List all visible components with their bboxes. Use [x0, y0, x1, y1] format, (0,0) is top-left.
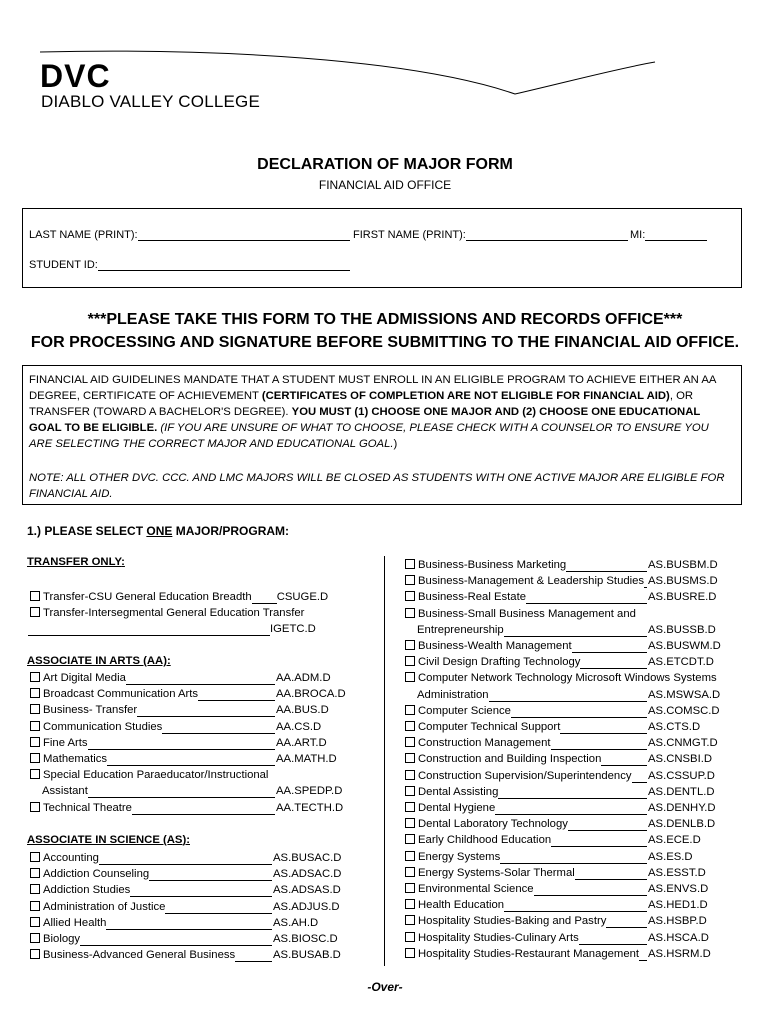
major-name: Broadcast Communication Arts — [43, 688, 199, 701]
major-option[interactable] — [405, 639, 647, 653]
checkbox[interactable] — [30, 949, 40, 959]
major-option[interactable] — [30, 932, 272, 946]
major-code: AS.HSBP.D — [648, 915, 707, 928]
fill-line — [106, 919, 272, 930]
mi-field[interactable] — [630, 229, 707, 241]
major-option[interactable] — [405, 785, 647, 799]
logo-swoosh — [30, 40, 670, 100]
fill-line — [511, 707, 647, 718]
major-option[interactable] — [405, 850, 647, 864]
major-code: AS.CTS.D — [648, 721, 701, 733]
checkbox[interactable] — [405, 608, 415, 618]
major-name: Hospitality Studies-Culinary Arts — [418, 931, 579, 944]
logo-college-name: DIABLO VALLEY COLLEGE — [41, 92, 261, 111]
checkbox[interactable] — [30, 917, 40, 927]
major-name: Addiction Studies — [43, 884, 131, 897]
transfer-header-text: TRANSFER ONLY — [27, 556, 122, 568]
fill-line — [88, 787, 275, 798]
fill-line — [526, 593, 647, 604]
major-code: AS.ADSAC.D — [273, 868, 342, 881]
major-code: AS.ADJUS.D — [273, 900, 340, 913]
major-code: AS.CSSUP.D — [648, 769, 715, 782]
major-option[interactable] — [405, 898, 647, 912]
fill-line — [566, 561, 647, 572]
major-option[interactable] — [30, 883, 272, 897]
major-name: Computer Science — [418, 704, 511, 717]
major-code: AA.MATH.D — [276, 753, 337, 765]
checkbox[interactable] — [405, 818, 415, 828]
guidelines-text-f: ) — [393, 438, 398, 450]
major-option[interactable] — [405, 817, 647, 831]
major-name: Hospitality Studies-Restaurant Management — [418, 947, 640, 960]
checkbox[interactable] — [30, 802, 40, 812]
major-code: AA.BUS.D — [276, 704, 329, 717]
fill-line — [551, 836, 647, 847]
major-code: AS.BIOSC.D — [273, 933, 338, 945]
as-header-text: ASSOCIATE IN SCIENCE (AS — [27, 834, 183, 846]
major-option[interactable] — [405, 607, 636, 621]
fill-line — [107, 755, 275, 766]
checkbox[interactable] — [405, 786, 415, 796]
fill-line — [572, 642, 647, 653]
checkbox[interactable] — [30, 868, 40, 878]
checkbox[interactable] — [405, 867, 415, 877]
last-name-field[interactable] — [29, 229, 350, 241]
major-name: Art Digital Media — [43, 672, 126, 684]
fill-line — [198, 690, 275, 701]
checkbox[interactable] — [405, 851, 415, 861]
major-code: AA.CS.D — [276, 720, 322, 733]
last-name-label: LAST NAME (PRINT): — [29, 229, 138, 241]
fill-line — [601, 755, 647, 766]
checkbox[interactable] — [405, 575, 415, 585]
major-option[interactable] — [405, 914, 647, 928]
major-code: AS.ES.D — [648, 850, 693, 863]
major-code: AA.TECTH.D — [276, 801, 344, 814]
first-name-label: FIRST NAME (PRINT): — [353, 229, 466, 241]
major-name: Dental Laboratory Technology — [418, 818, 568, 831]
major-option[interactable] — [405, 558, 647, 572]
checkbox[interactable] — [405, 559, 415, 569]
notice-line-1: ***PLEASE TAKE THIS FORM TO THE ADMISSIONS AND RECORDS OFFICE*** — [87, 311, 683, 328]
footer-over: -Over- — [367, 980, 403, 994]
checkbox[interactable] — [30, 737, 40, 747]
fill-line — [580, 658, 647, 669]
checkbox[interactable] — [30, 591, 40, 601]
section-prefix: 1.) PLEASE SELECT — [27, 524, 147, 538]
major-option-cont — [417, 688, 647, 702]
notice-line-2: FOR PROCESSING AND SIGNATURE BEFORE SUBMITTING TO THE FINANCIAL AID OFFICE. — [30, 334, 740, 351]
major-name: Early Childhood Education — [418, 834, 552, 847]
major-code: AS.HSCA.D — [648, 931, 709, 944]
checkbox[interactable] — [405, 591, 415, 601]
major-option[interactable] — [405, 801, 647, 815]
major-option[interactable] — [405, 769, 647, 783]
major-option[interactable] — [30, 948, 272, 962]
major-name: Business-Management & Leadership Studies — [418, 575, 645, 588]
major-name: Energy Systems-Solar Thermal — [418, 866, 575, 879]
major-option[interactable] — [405, 833, 647, 847]
major-code: IGETC.D — [270, 623, 316, 635]
checkbox[interactable] — [30, 933, 40, 943]
major-code: AS.ETCDT.D — [648, 656, 714, 669]
major-name: Construction Management — [418, 737, 551, 750]
major-option[interactable] — [30, 867, 272, 881]
major-code: AS.ECE.D — [648, 834, 701, 847]
major-option[interactable] — [30, 768, 268, 782]
checkbox[interactable] — [30, 672, 40, 682]
major-code: AS.ESST.D — [648, 866, 706, 879]
section-suffix: MAJOR/PROGRAM: — [172, 524, 290, 538]
fill-line — [568, 820, 647, 831]
major-option[interactable] — [30, 851, 272, 865]
fill-line — [639, 950, 647, 961]
major-option[interactable] — [405, 866, 647, 880]
mi-line[interactable] — [645, 229, 707, 241]
mi-label: MI: — [630, 229, 646, 241]
major-name-cont: Administration — [417, 688, 489, 701]
major-code: CSUGE.D — [276, 591, 329, 603]
checkbox[interactable] — [30, 884, 40, 894]
major-code: AS.CNSBI.D — [648, 753, 713, 766]
checkbox[interactable] — [30, 704, 40, 714]
fill-line — [644, 577, 647, 588]
major-code: AS.DENHY.D — [648, 802, 716, 814]
major-option[interactable] — [405, 671, 717, 685]
fill-line — [560, 723, 647, 734]
major-name: Business-Real Estate — [418, 591, 526, 604]
major-name: Accounting — [43, 852, 99, 864]
fill-line — [606, 917, 647, 928]
fill-line — [162, 723, 275, 734]
fill-line — [504, 901, 647, 912]
major-code: AS.ADSAS.D — [273, 884, 341, 897]
logo-dvc: DVC — [40, 58, 111, 94]
major-option[interactable] — [30, 671, 275, 685]
checkbox[interactable] — [30, 901, 40, 911]
fill-line — [130, 886, 272, 897]
major-option[interactable] — [30, 916, 272, 930]
checkbox[interactable] — [405, 834, 415, 844]
fill-line — [504, 626, 647, 637]
checkbox[interactable] — [405, 737, 415, 747]
major-option[interactable] — [405, 931, 647, 945]
major-option-cont — [42, 784, 275, 798]
major-option[interactable] — [30, 752, 275, 766]
guidelines-paragraph — [29, 372, 733, 452]
major-name: Business-Advanced General Business — [43, 949, 236, 962]
major-option[interactable] — [405, 720, 647, 734]
major-code: AS.BUSMS.D — [648, 575, 718, 588]
major-code: AS.AH.D — [273, 916, 319, 929]
fill-line — [88, 739, 275, 750]
major-name: Business-Small Business Management and — [418, 607, 636, 620]
major-option[interactable] — [30, 736, 275, 750]
major-option[interactable] — [405, 574, 647, 588]
fill-line — [489, 691, 647, 702]
checkbox[interactable] — [405, 802, 415, 812]
major-option[interactable] — [405, 736, 647, 750]
checkbox[interactable] — [405, 899, 415, 909]
checkbox[interactable] — [405, 753, 415, 763]
major-name: Fine Arts — [43, 736, 88, 749]
fill-line — [132, 804, 275, 815]
major-option-cont — [28, 622, 316, 636]
major-name: Hospitality Studies-Baking and Pastry — [418, 915, 607, 928]
checkbox[interactable] — [30, 769, 40, 779]
checkbox[interactable] — [405, 672, 415, 682]
fill-line — [99, 854, 272, 865]
first-name-field[interactable] — [353, 229, 628, 241]
transfer-header-colon: : — [121, 556, 125, 568]
checkbox[interactable] — [30, 753, 40, 763]
major-code: AS.MSWSA.D — [648, 688, 721, 701]
major-name: Civil Design Drafting Technology — [418, 656, 581, 669]
fill-line — [551, 739, 648, 750]
major-name-cont: Assistant — [42, 785, 88, 798]
major-code: AS.BUSBM.D — [648, 559, 718, 571]
major-name: Addiction Counseling — [43, 868, 150, 881]
major-code: AS.BUSAB.D — [273, 949, 341, 962]
fill-line — [235, 951, 272, 962]
major-code: AA.BROCA.D — [276, 688, 346, 701]
major-name: Biology — [43, 933, 81, 945]
major-option[interactable] — [405, 590, 647, 604]
major-option[interactable] — [405, 882, 647, 896]
major-name: Administration of Justice — [43, 900, 166, 913]
checkbox[interactable] — [405, 883, 415, 893]
major-code: AA.ADM.D — [276, 672, 331, 684]
checkbox[interactable] — [30, 607, 40, 617]
major-code: AS.HED1.D — [648, 899, 708, 912]
major-option-cont — [417, 623, 647, 637]
major-name: Technical Theatre — [43, 801, 132, 814]
guidelines-text-b: (CERTIFICATES OF COMPLETION ARE NOT ELIGIBLE FOR FINANCIAL AID) — [261, 390, 670, 402]
guidelines-text-d: YOU MUST (1) CHOOSE ONE MAJOR AND (2) CHOOSE ONE EDUCATIONAL GOAL TO BE ELIGIBLE. — [29, 406, 701, 434]
major-option[interactable] — [405, 704, 647, 718]
student-id-field[interactable] — [29, 259, 350, 271]
page-title: DECLARATION OF MAJOR FORM — [257, 156, 513, 173]
major-option[interactable] — [405, 655, 647, 669]
first-name-line[interactable] — [466, 229, 628, 241]
major-code: AS.HSRM.D — [648, 947, 711, 960]
checkbox[interactable] — [30, 852, 40, 862]
major-name: Business-Wealth Management — [418, 640, 572, 652]
guidelines-note: NOTE: ALL OTHER DVC. CCC. AND LMC MAJORS WILL BE CLOSED AS STUDENTS WITH ONE ACTIVE MAJOR ARE ELIGIBLE FOR FINANCIAL AID. — [29, 472, 725, 500]
column-divider — [384, 556, 385, 966]
student-id-label: STUDENT ID: — [29, 259, 98, 271]
major-name: Communication Studies — [43, 720, 163, 733]
fill-line — [575, 869, 647, 880]
checkbox[interactable] — [405, 915, 415, 925]
major-code: AS.ENVS.D — [648, 883, 709, 895]
guidelines-box — [22, 365, 742, 505]
fill-line — [498, 788, 647, 799]
major-code: AS.CNMGT.D — [648, 737, 718, 750]
major-option[interactable] — [30, 687, 275, 701]
fill-line — [534, 885, 647, 896]
major-code: AS.BUSAC.D — [273, 852, 342, 864]
student-id-line[interactable] — [98, 259, 350, 271]
major-code: AS.COMSC.D — [648, 704, 720, 717]
major-name: Dental Hygiene — [418, 802, 496, 814]
checkbox[interactable] — [405, 640, 415, 650]
major-option[interactable] — [30, 590, 328, 604]
major-code: AS.BUSSB.D — [648, 623, 716, 636]
major-name: Computer Technical Support — [418, 721, 561, 733]
major-name: Construction Supervision/Superintendency — [418, 769, 632, 782]
major-code: AA.SPEDP.D — [276, 785, 343, 798]
major-name: Health Education — [418, 899, 505, 912]
major-code: AA.ART.D — [276, 736, 327, 749]
fill-line — [149, 870, 272, 881]
fill-line — [80, 935, 272, 946]
major-name: Allied Health — [43, 916, 107, 929]
page-subtitle: FINANCIAL AID OFFICE — [318, 178, 452, 192]
section-one: ONE — [146, 524, 173, 538]
checkbox[interactable] — [30, 688, 40, 698]
fill-line — [126, 674, 275, 685]
major-name: Construction and Building Inspection — [418, 753, 602, 766]
major-code: AS.BUSRE.D — [648, 591, 717, 604]
major-name: Transfer-CSU General Education Breadth — [43, 591, 252, 603]
fill-line — [632, 772, 647, 783]
major-name: Computer Network Technology Microsoft Windows Systems — [418, 672, 717, 685]
major-option[interactable] — [405, 947, 647, 961]
fill-line — [137, 706, 275, 717]
major-name: Special Education Paraeducator/Instructional — [43, 769, 269, 782]
checkbox[interactable] — [405, 770, 415, 780]
major-option[interactable] — [405, 752, 647, 766]
checkbox[interactable] — [30, 721, 40, 731]
checkbox[interactable] — [405, 948, 415, 958]
last-name-line[interactable] — [138, 229, 350, 241]
major-option[interactable] — [30, 900, 272, 914]
guidelines-text-a: FINANCIAL AID GUIDELINES MANDATE THAT A STUDENT MUST ENROLL IN AN ELIGIBLE PROGRAM TO ACHIEVE EITHER AN AA DEGREE, CERTIFICATE OF ACHIEVEMENT — [29, 374, 716, 402]
aa-header: ASSOCIATE IN ARTS (AA): — [27, 655, 171, 667]
major-name: Dental Assisting — [418, 785, 499, 798]
major-name: Environmental Science — [418, 883, 534, 895]
major-name: Mathematics — [43, 753, 108, 765]
checkbox[interactable] — [405, 656, 415, 666]
checkbox[interactable] — [405, 705, 415, 715]
checkbox[interactable] — [405, 932, 415, 942]
fill-line — [165, 903, 272, 914]
major-name: Business-Business Marketing — [418, 559, 567, 571]
major-name-cont: Entrepreneurship — [417, 623, 504, 636]
checkbox[interactable] — [405, 721, 415, 731]
major-option[interactable] — [30, 801, 275, 815]
major-option[interactable] — [30, 720, 275, 734]
major-code: AS.DENLB.D — [648, 818, 716, 831]
as-header — [27, 834, 190, 846]
guidelines-text-e: (IF YOU ARE UNSURE OF WHAT TO CHOOSE, PLEASE CHECK WITH A COUNSELOR TO ENSURE YOU ARE SELECTING THE CORRECT MAJOR AND EDUCATIONAL GOAL. — [29, 422, 709, 450]
section-heading — [27, 524, 289, 538]
fill-line — [579, 934, 647, 945]
fill-line — [500, 853, 647, 864]
fill-line — [495, 804, 647, 815]
major-name: Energy Systems — [418, 850, 501, 863]
as-header-close: ): — [182, 834, 190, 846]
guidelines-text-c: , OR TRANSFER (TOWARD A BACHELOR'S DEGREE). — [29, 390, 694, 418]
major-code: AS.BUSWM.D — [648, 640, 721, 652]
student-info-box — [22, 208, 742, 288]
major-option[interactable] — [30, 606, 304, 620]
major-code: AS.DENTL.D — [648, 785, 715, 798]
transfer-header — [27, 556, 125, 568]
major-name: Business- Transfer — [43, 704, 138, 717]
major-option[interactable] — [30, 703, 275, 717]
major-name: Transfer-Intersegmental General Education Transfer — [43, 607, 305, 619]
